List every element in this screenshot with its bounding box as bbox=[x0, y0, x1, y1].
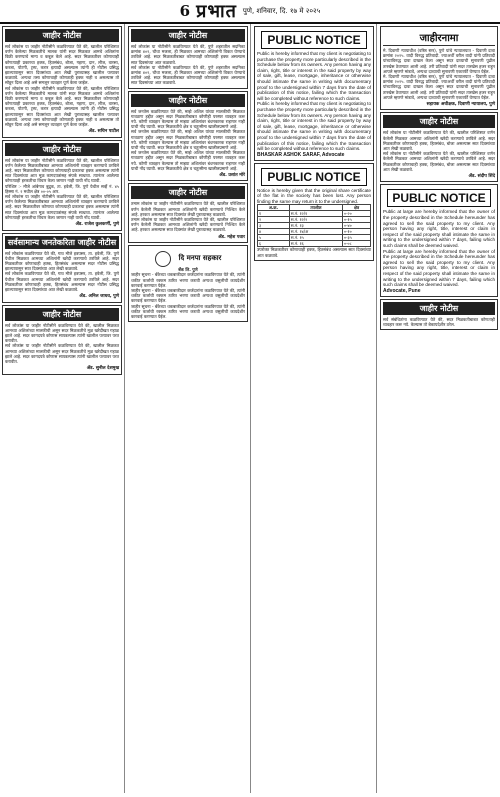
notice-text: सर्व लोकांस या जाहीर नोटीसीने कळविण्यात येते की, खालील परिशिष्टात वर्णन केलेल्या मिळकतीबाबत आमच्या अशिलांनी व्यवहार करण्याचे ठरविले आहे. सदर मिळकतीवर कोणाचा कोणत्याही प्रकारचा हक्क असल्यास त्यांनी सात दिवसांच्या आत मूळ कागदपत्रांसह संपर्क साधावा. त्यानंतर आलेल्या कोणत्याही हरकतीचा विचार केला जाणार नाही याची नोंद घ्यावी. bbox=[5, 194, 119, 220]
public-notice-box bbox=[254, 26, 374, 161]
notice-title: जाहीर नोटीस bbox=[5, 29, 119, 42]
notice-box bbox=[128, 183, 248, 243]
notice-signature: ॲड. राजेश कुलकर्णी, पुणे bbox=[75, 222, 119, 228]
notice-box bbox=[2, 26, 122, 138]
bank-notice-text: जाहीर सूचना - बँकेच्या थकबाकीदार कर्जदारांना कळविण्यात येते की, त्यांनी थकीत कर्जाची रक्कम त्वरित भरणा करावी अन्यथा वसुलीची कायदेशीर कारवाई करण्यात येईल. bbox=[131, 272, 245, 288]
table-cell: ०-३५ bbox=[343, 235, 371, 241]
table-cell: स.नं. १२/२ bbox=[289, 217, 342, 223]
table-header: क्षेत्र bbox=[343, 205, 371, 211]
notice-text: सर्व लोकांस कळविण्यात येते की, गाव मौजे हडपसर, ता. हवेली, जि. पुणे येथील मिळकत आमच्या अशिलांनी खरेदी करण्याचे ठरविले आहे. सदर मिळकतीवर कोणाचाही हक्क, हितसंबंध असल्यास सदर नोटीस प्रसिद्ध झाल्यापासून सात दिवसांच्या आत लेखी कळवावे. bbox=[5, 271, 119, 292]
schedule-table bbox=[257, 204, 371, 247]
notice-signature: ॲड. सचिन पाटील bbox=[88, 129, 119, 135]
table-cell: ०-४० bbox=[343, 223, 371, 229]
notice-text: सर्व लोकांस या नोटीसीने कळविण्यात येते की, खालील परिशिष्टात वर्णन केलेली मिळकत आमच्या अशिलांनी खरेदी करण्याचे ठरविले आहे. सदर मिळकतीवर कोणाचाही हक्क, हितसंबंध, बोजा असल्यास सात दिवसांच्या आत लेखी कळवावे. bbox=[383, 130, 495, 152]
notice-text: सर्व जनतेस कळविण्यात येते की, माझे अशिल यांच्या मालकीची मिळकत गावठाण हद्दीत असून सदर मिळकतीबाबत कोणीही परस्पर व्यवहार करू नये. कोणी व्यवहार केल्यास तो माझ्या अशिलांवर बंधनकारक राहणार नाही याची नोंद घ्यावी. सदर मिळकतीचे क्षेत्र व चतुःसीमा खालीलप्रमाणे आहे. bbox=[131, 129, 245, 151]
notice-schedule: परिशिष्ट :- मौजे आंबेगाव बुद्रुक, ता. हवेली, जि. पुणे येथील सर्व्हे नं. ४५ हिस्सा नं. २ मधील क्षेत्र ००-०५ आर. bbox=[5, 183, 119, 194]
notice-text: सर्व लोकांस या जाहीर नोटीसीने कळविण्यात येते की, खालील मिळकत आमच्या अशिलांच्या मालकीची असून सदर मिळकतीचे मूळ खरेदीखत गहाळ झाले आहे. सदर कागदपत्रे कोणास सापडल्यास त्यांनी खालील पत्त्यावर परत करावीत. bbox=[5, 343, 119, 364]
bank-logo-icon bbox=[155, 251, 171, 267]
table-cell: ०-१५ bbox=[343, 217, 371, 223]
notice-text: सर्व लोकांस या जाहीर नोटीसीने कळविण्यात येते की, खालील परिशिष्टात वर्णन केलेल्या मिळकतीचे मालक यांनी सदर मिळकत आमचे अशिलांना विक्री करण्याचे मान्य व कबूल केले आहे. सदर मिळकतीवर कोणाचाही कोणत्याही प्रकारचा हक्क, हितसंबंध, बोजा, गहाण, दान, लीज, वारसा, कब्जा, पोटगी, ट्रस्ट, करार इत्यादी असल्यास त्यांनी ही नोटीस प्रसिद्ध झाल्यापासून सात दिवसांच्या आत लेखी पुराव्यासह खालील पत्त्यावर कळवावे. अन्यथा तसा कोणाचाही कोणताही हक्क नाही व असल्यास तो सोडून दिला आहे असे समजून व्यवहार पूर्ण केला जाईल. bbox=[5, 85, 119, 128]
bank-notice-box bbox=[128, 245, 248, 322]
notice-title: जाहीरनामा bbox=[383, 29, 495, 46]
column-4 bbox=[378, 24, 500, 793]
notice-title: जाहीर नोटीस bbox=[5, 308, 119, 321]
notice-text: तमाम लोकांस या जाहीर नोटीसीने कळविण्यात येते की, खालील परिशिष्टात वर्णन केलेली मिळकत आमच्या अशिलांनी खरेदी करण्याचे निश्चित केले आहे. हरकत असल्यास सात दिवसांत लेखी पुराव्यासह कळवावे. bbox=[131, 217, 245, 233]
bank-subtitle: बँक लि. पुणे bbox=[178, 267, 198, 273]
public-notice-box bbox=[380, 184, 498, 296]
notice-text: सर्व लोकांस कळविण्यात येते की, गाव मौजे हडपसर, ता. हवेली, जि. पुणे येथील मिळकत आमच्या अशिलांनी खरेदी करण्याचे ठरविले आहे. सदर मिळकतीवर कोणाचाही हक्क, हितसंबंध असल्यास सदर नोटीस प्रसिद्ध झाल्यापासून सात दिवसांच्या आत लेखी कळवावे. bbox=[5, 250, 119, 272]
notice-signature: ॲड. संदीप शिंदे bbox=[468, 174, 495, 180]
table-cell: स.नं. १२/१ bbox=[289, 211, 342, 217]
table-header: अ.क्र. bbox=[258, 205, 290, 211]
table-cell: ६ bbox=[258, 241, 290, 247]
notice-box bbox=[380, 299, 498, 330]
advocate-name: BHASKAR ASHOK SARAF, Advocate bbox=[257, 151, 345, 158]
table-cell: स.नं. १५ bbox=[289, 235, 342, 241]
notice-text: सर्व लोकांस या नोटीसीने कळविण्यात येते की, पुणे शहरातील सदनिका क्रमांक ४०२, चौथा मजला, ही मिळकत आमच्या अशिलांनी विकत घेण्याचे ठरविले आहे. सदर मिळकतीबाबत कोणाचाही कोणताही हक्क असल्यास सात दिवसांच्या आत कळवावे. bbox=[131, 64, 245, 86]
notice-text: उपरोक्त मिळकतीवर कोणाचाही हक्क, हितसंबंध असल्यास सात दिवसांच्या आत कळवावे. bbox=[257, 247, 371, 258]
notice-signature: ॲड. सुनील देशमुख bbox=[86, 366, 119, 372]
notice-box bbox=[128, 91, 248, 182]
public-notice-title: PUBLIC NOTICE bbox=[387, 189, 491, 207]
notice-text: सर्व जनतेस कळविण्यात येते की, माझे अशिल यांच्या मालकीची मिळकत गावठाण हद्दीत असून सदर मिळकतीबाबत कोणीही परस्पर व्यवहार करू नये. कोणी व्यवहार केल्यास तो माझ्या अशिलांवर बंधनकारक राहणार नाही याची नोंद घ्यावी. सदर मिळकतीचे क्षेत्र व चतुःसीमा खालीलप्रमाणे आहे. bbox=[131, 108, 245, 130]
table-cell: ०-०८ bbox=[343, 241, 371, 247]
table-cell: ०-२० bbox=[343, 211, 371, 217]
notice-text: सर्व जनतेस कळविण्यात येते की, माझे अशिल यांच्या मालकीची मिळकत गावठाण हद्दीत असून सदर मिळकतीबाबत कोणीही परस्पर व्यवहार करू नये. कोणी व्यवहार केल्यास तो माझ्या अशिलांवर बंधनकारक राहणार नाही याची नोंद घ्यावी. सदर मिळकतीचे क्षेत्र व चतुःसीमा खालीलप्रमाणे आहे. bbox=[131, 150, 245, 171]
public-notice-title: PUBLIC NOTICE bbox=[261, 168, 367, 186]
table-header: तपशील bbox=[289, 205, 342, 211]
table-cell: स.नं. १३ bbox=[289, 223, 342, 229]
bank-name: दि मनपा सहकार bbox=[178, 254, 222, 263]
page-number: 6 bbox=[179, 2, 191, 20]
table-cell: ०-१० bbox=[343, 229, 371, 235]
newspaper-name: प्रभात bbox=[196, 1, 237, 22]
notice-title: जाहीर नोटीस bbox=[131, 29, 245, 42]
notice-text: सर्व संबंधितांना कळविण्यात येते की, सदर मिळकतीबाबत कोणताही व्यवहार करू नये. केल्यास तो बेकायदेशीर ठरेल. bbox=[383, 316, 495, 327]
court-notice-box bbox=[380, 26, 498, 110]
column-1 bbox=[0, 24, 125, 793]
column-2 bbox=[126, 24, 251, 793]
page-header bbox=[0, 0, 500, 24]
notice-title: जाहीर नोटीस bbox=[5, 143, 119, 156]
public-notice-text: Public is hereby informed that my client is negotiating to purchase the property more particularly described in the Schedule below from its owners. Any person having any claim, right, title or interest in the said property by way of sale, gift, lease, mortgage, inheritance or otherwise should intimate the same in writing with documentary proof to the undersigned within 7 days from the date of publication of this notice, failing which the transaction will be completed without reference to such claims. bbox=[257, 101, 371, 152]
notice-text: तमाम लोकांस या जाहीर नोटीसीने कळविण्यात येते की, खालील परिशिष्टात वर्णन केलेली मिळकत आमच्या अशिलांनी खरेदी करण्याचे निश्चित केले आहे. हरकत असल्यास सात दिवसांत लेखी पुराव्यासह कळवावे. bbox=[131, 201, 245, 217]
notice-text: सर्व लोकांस या जाहीर नोटीसीने कळविण्यात येते की, खालील परिशिष्टात वर्णन केलेल्या मिळकतीचे मालक यांनी सदर मिळकत आमचे अशिलांना विक्री करण्याचे मान्य व कबूल केले आहे. सदर मिळकतीवर कोणाचाही कोणत्याही प्रकारचा हक्क, हितसंबंध, बोजा, गहाण, दान, लीज, वारसा, कब्जा, पोटगी, ट्रस्ट, करार इत्यादी असल्यास त्यांनी ही नोटीस प्रसिद्ध झाल्यापासून सात दिवसांच्या आत लेखी पुराव्यासह खालील पत्त्यावर कळवावे. अन्यथा तसा कोणाचाही कोणताही हक्क नाही व असल्यास तो सोडून दिला आहे असे समजून व्यवहार पूर्ण केला जाईल. bbox=[5, 44, 119, 86]
notice-text: मे. दिवाणी न्यायाधीश (वरिष्ठ स्तर), पुणे यांचे न्यायालयात - दिवाणी दावा क्रमांक २०२५. वादी विरुद्ध प्रतिवादी. ज्याअर्थी वरील वादी यांनी प्रतिवादी यांच्याविरुद्ध दावा दाखल केला असून सदर दाव्याची सुनावणी पुढील तारखेस ठेवण्यात आली आहे. तरी प्रतिवादी यांनी सदर तारखेस हजर राहून आपले म्हणणे मांडावे, अन्यथा दाव्याची सुनावणी एकतर्फी घेण्यात येईल. bbox=[383, 48, 495, 74]
table-cell: ४ bbox=[258, 229, 290, 235]
notice-title: जाहीर नोटीस bbox=[131, 186, 245, 199]
notice-box bbox=[2, 140, 122, 231]
notice-signature: सहायक अधीक्षक, दिवाणी न्यायालय, पुणे bbox=[426, 102, 495, 108]
advocate-name: Advocate, Pune bbox=[383, 287, 421, 294]
table-cell: स.नं. १४/अ bbox=[289, 229, 342, 235]
table-row bbox=[258, 241, 371, 247]
notice-box bbox=[128, 26, 248, 89]
public-notice-text: Public at large are hereby informed that the owner of the property described in the Schedule hereunder has agreed to sell the said property to my client. Any person having any right, title, interest or claim in respect of the said property shall intimate the same in writing to the undersigned within 7 days, failing which such claims shall be deemed waived. bbox=[383, 248, 495, 288]
table-cell: ३ bbox=[258, 223, 290, 229]
table-cell: ५ bbox=[258, 235, 290, 241]
notice-box bbox=[2, 233, 122, 303]
notice-text: सर्व लोकांस या नोटीसीने कळविण्यात येते की, खालील परिशिष्टात वर्णन केलेली मिळकत आमच्या अशिलांनी खरेदी करण्याचे ठरविले आहे. सदर मिळकतीवर कोणाचाही हक्क, हितसंबंध, बोजा असल्यास सात दिवसांच्या आत लेखी कळवावे. bbox=[383, 151, 495, 172]
notice-box bbox=[2, 305, 122, 375]
notice-signature: ॲड. महेश पवार bbox=[218, 234, 245, 240]
notice-text: सर्व लोकांस या जाहीर नोटीसीने कळविण्यात येते की, खालील परिशिष्टात वर्णन केलेल्या मिळकतीबाबत आमच्या अशिलांनी व्यवहार करण्याचे ठरविले आहे. सदर मिळकतीवर कोणाचा कोणत्याही प्रकारचा हक्क असल्यास त्यांनी सात दिवसांच्या आत मूळ कागदपत्रांसह संपर्क साधावा. त्यानंतर आलेल्या कोणत्याही हरकतीचा विचार केला जाणार नाही याची नोंद घ्यावी. bbox=[5, 157, 119, 184]
column-3 bbox=[252, 24, 377, 793]
public-notice-title: PUBLIC NOTICE bbox=[261, 31, 367, 49]
public-notice-box bbox=[254, 163, 374, 261]
table-cell: स.नं. १६ bbox=[289, 241, 342, 247]
notice-title: जाहीर नोटीस bbox=[383, 115, 495, 128]
notice-text: सर्व लोकांस या जाहीर नोटीसीने कळविण्यात येते की, खालील मिळकत आमच्या अशिलांच्या मालकीची असून सदर मिळकतीचे मूळ खरेदीखत गहाळ झाले आहे. सदर कागदपत्रे कोणास सापडल्यास त्यांनी खालील पत्त्यावर परत करावीत. bbox=[5, 322, 119, 344]
notice-title: सर्वसामान्य जनतेकरिता जाहीर नोटीस bbox=[5, 236, 119, 249]
public-notice-text: Public at large are hereby informed that the owner of the property described in the Schedule hereunder has agreed to sell the said property to my client. Any person having any right, title, interest or claim in respect of the said property shall intimate the same in writing to the undersigned within 7 days, failing which such claims shall be deemed waived. bbox=[383, 209, 495, 249]
notice-text: मे. दिवाणी न्यायाधीश (वरिष्ठ स्तर), पुणे यांचे न्यायालयात - दिवाणी दावा क्रमांक २०२५. वादी विरुद्ध प्रतिवादी. ज्याअर्थी वरील वादी यांनी प्रतिवादी यांच्याविरुद्ध दावा दाखल केला असून सदर दाव्याची सुनावणी पुढील तारखेस ठेवण्यात आली आहे. तरी प्रतिवादी यांनी सदर तारखेस हजर राहून आपले म्हणणे मांडावे, अन्यथा दाव्याची सुनावणी एकतर्फी घेण्यात येईल. bbox=[383, 74, 495, 100]
table-cell: १ bbox=[258, 211, 290, 217]
bank-notice-text: जाहीर सूचना - बँकेच्या थकबाकीदार कर्जदारांना कळविण्यात येते की, त्यांनी थकीत कर्जाची रक्कम त्वरित भरणा करावी अन्यथा वसुलीची कायदेशीर कारवाई करण्यात येईल. bbox=[131, 287, 245, 304]
bank-notice-text: जाहीर सूचना - बँकेच्या थकबाकीदार कर्जदारांना कळविण्यात येते की, त्यांनी थकीत कर्जाची रक्कम त्वरित भरणा करावी अन्यथा वसुलीची कायदेशीर कारवाई करण्यात येईल. bbox=[131, 303, 245, 319]
notice-signature: ॲड. प्रशांत मोरे bbox=[219, 173, 245, 179]
notice-box bbox=[380, 112, 498, 182]
notice-title: जाहीर नोटीस bbox=[383, 302, 495, 315]
notice-title: जाहीर नोटीस bbox=[131, 94, 245, 107]
header-date: पुणे, शनिवार, दि. १७ मे २०२५ bbox=[242, 6, 321, 15]
table-header-row bbox=[258, 205, 371, 211]
public-notice-text: Notice is hereby given that the original share certificate of the flat in the society has been lost. Any person finding the same may return it to the undersigned. bbox=[257, 187, 371, 204]
public-notice-text: Public is hereby informed that my client is negotiating to purchase the property more particularly described in the Schedule below from its owners. Any person having any claim, right, title or interest in the said property by way of sale, gift, lease, mortgage, inheritance or otherwise should intimate the same in writing with documentary proof to the undersigned within 7 days from the date of publication of this notice, failing which the transaction will be completed without reference to such claims. bbox=[257, 51, 371, 101]
notice-signature: ॲड. अनिल जाधव, पुणे bbox=[79, 294, 119, 300]
notice-text: सर्व लोकांस या नोटीसीने कळविण्यात येते की, पुणे शहरातील सदनिका क्रमांक ४०२, चौथा मजला, ही मिळकत आमच्या अशिलांनी विकत घेण्याचे ठरविले आहे. सदर मिळकतीबाबत कोणाचाही कोणताही हक्क असल्यास सात दिवसांच्या आत कळवावे. bbox=[131, 44, 245, 65]
table-cell: २ bbox=[258, 217, 290, 223]
